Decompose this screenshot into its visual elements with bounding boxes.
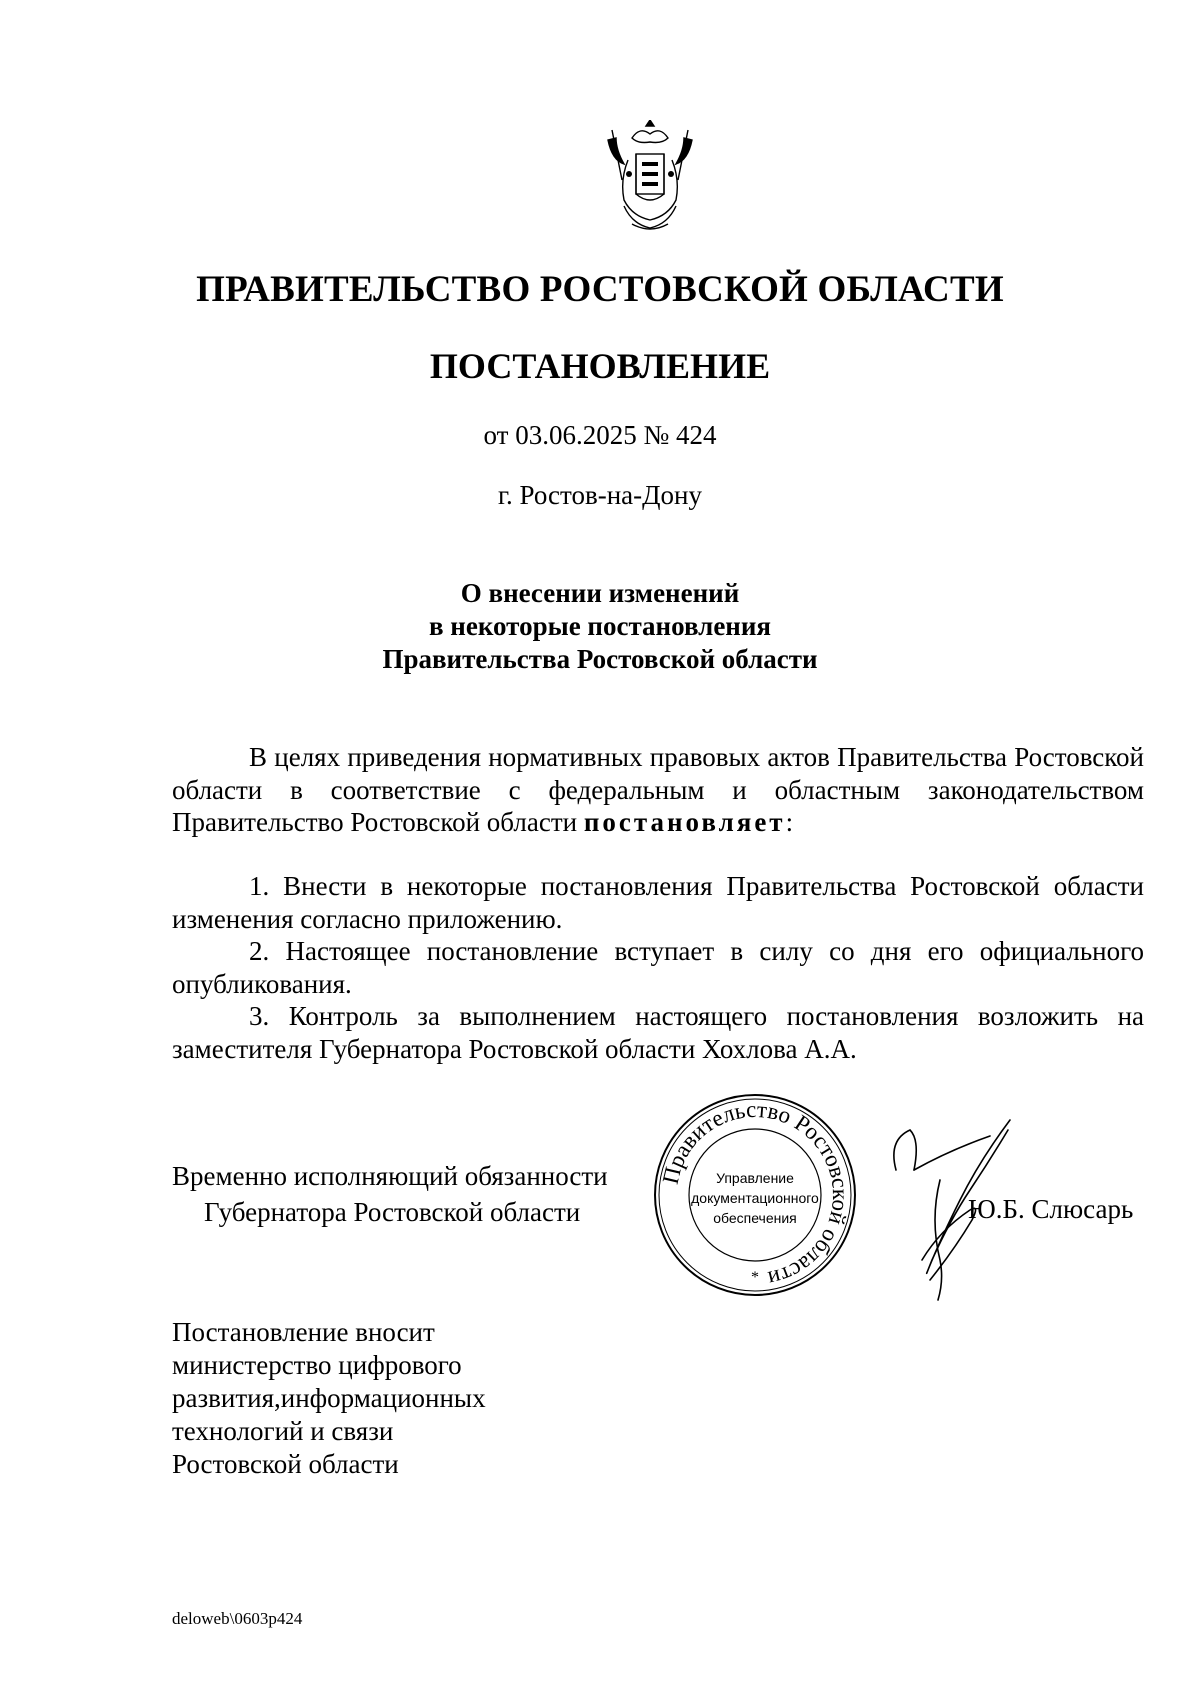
author-line: Ростовской области [172, 1449, 399, 1479]
document-subject [0, 577, 1200, 676]
preamble-text: В целях приведения нормативных правовых актов Правительства Ростовской области в соответствие с федеральным и областным законодательством Правительство Ростовской области [172, 742, 1144, 837]
date-and-number: от 03.06.2025 № 424 [483, 420, 717, 450]
position-line: Губернатора Ростовской области [204, 1197, 581, 1227]
subject-line: Правительства Ростовской области [382, 644, 818, 674]
author-line: развития,информационных [172, 1383, 486, 1413]
preamble-paragraph [172, 741, 1144, 839]
author-line: Постановление вносит [172, 1317, 435, 1347]
position-line: Временно исполняющий обязанности [172, 1161, 608, 1191]
subject-line: в некоторые постановления [428, 611, 772, 641]
decree-word: постановляет [583, 807, 786, 837]
stamp-inner-line: обеспечения [713, 1210, 797, 1226]
submitting-authority [172, 1316, 592, 1481]
stamp-inner-line: Управление [716, 1170, 794, 1186]
stamp-inner-line: документационного [691, 1190, 819, 1206]
signatory-position [172, 1158, 652, 1230]
stamp-star: * [751, 1269, 759, 1286]
preamble-ending: : [785, 807, 794, 837]
author-line: министерство цифрового [172, 1350, 462, 1380]
city-line: г. Ростов-на-Дону [497, 480, 702, 510]
resolution-item: 2. Настоящее постановление вступает в силу со дня его официального опубликования. [172, 936, 1144, 999]
resolution-item: 3. Контроль за выполнением настоящего постановления возложить на заместителя Губернатора Ростовской области Хохлова А.А. [172, 1001, 1144, 1064]
resolution-items [172, 870, 1144, 1065]
signatory-name: Ю.Б. Слюсарь [968, 1194, 1134, 1224]
stamp-arc-text: Правительство Ростовской области [657, 1096, 854, 1292]
coat-of-arms-emblem [602, 120, 698, 234]
official-stamp [652, 1092, 858, 1298]
subject-line: О внесении изменений [460, 578, 740, 608]
resolution-item: 1. Внести в некоторые постановления Правительства Ростовской области изменения согласно приложению. [172, 871, 1144, 934]
document-type-heading: ПОСТАНОВЛЕНИЕ [429, 346, 771, 386]
author-line: технологий и связи [172, 1416, 394, 1446]
document-code: deloweb\0603p424 [172, 1609, 303, 1628]
organization-title: ПРАВИТЕЛЬСТВО РОСТОВСКОЙ ОБЛАСТИ [196, 269, 1004, 310]
